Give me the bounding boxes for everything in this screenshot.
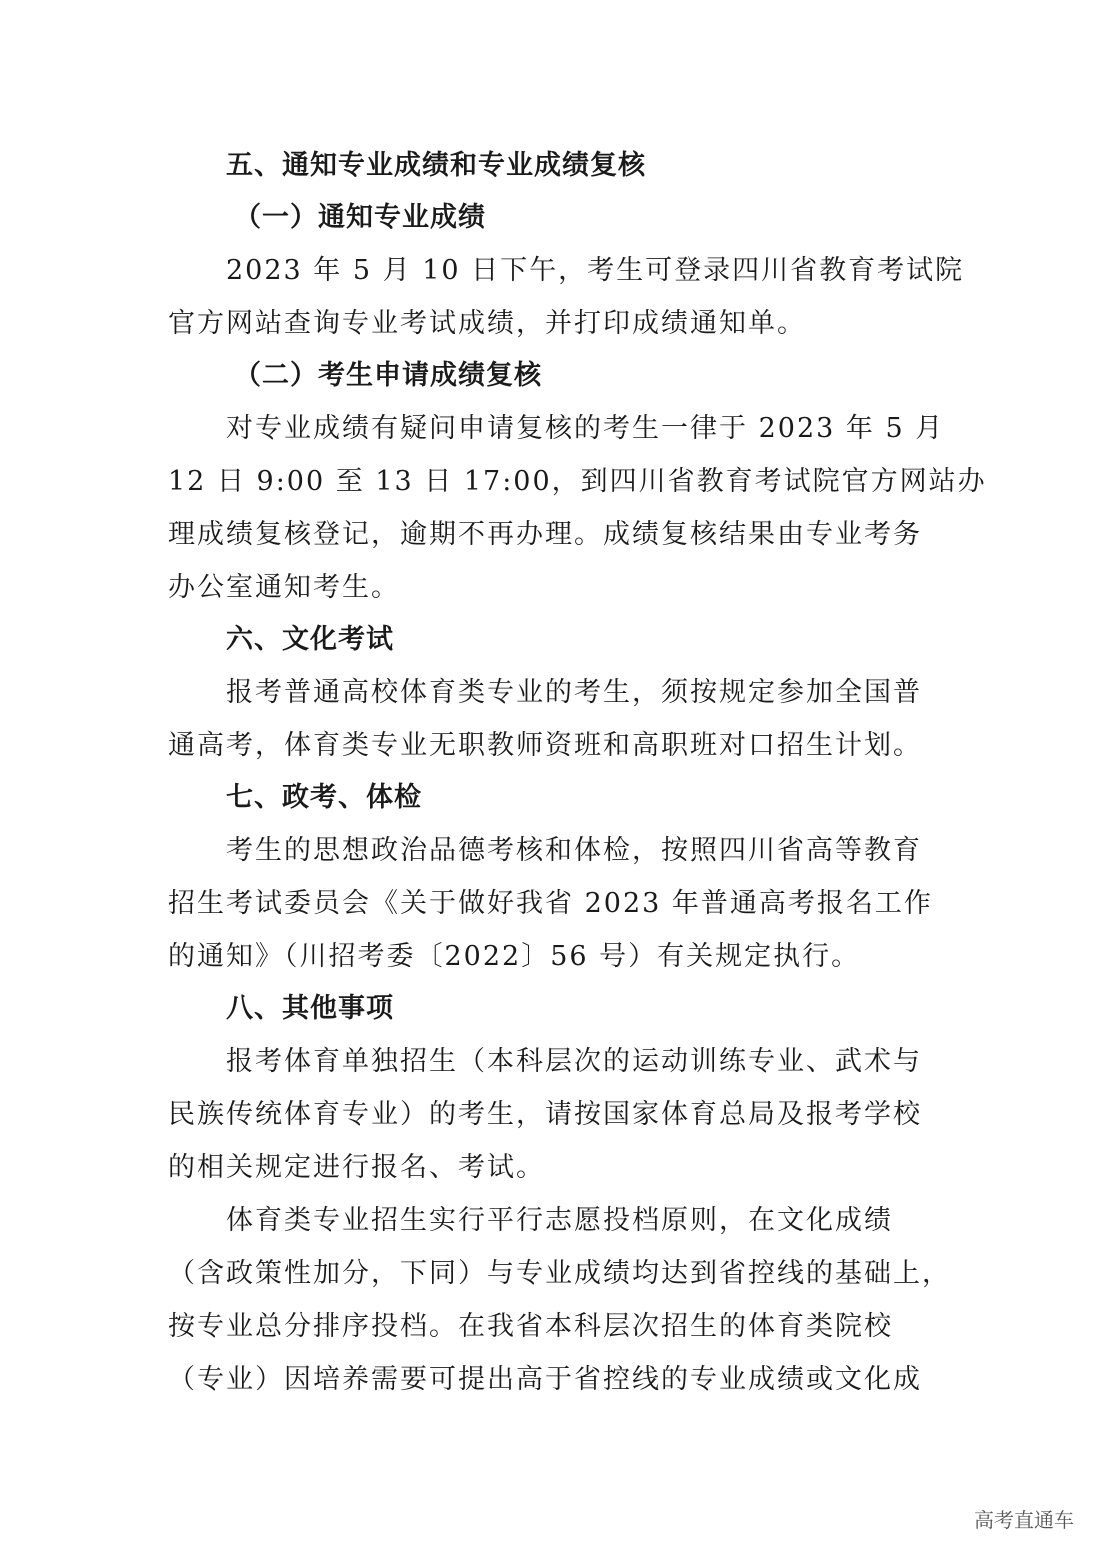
paragraph-line: 对专业成绩有疑问申请复核的考生一律于 2023 年 5 月 [226, 413, 945, 444]
paragraph-line: 12 日 9:00 至 13 日 17:00，到四川省教育考试院官方网站办 [168, 466, 987, 497]
section-8-paragraph-2 [168, 1194, 951, 1406]
section-5-1-paragraph [168, 244, 965, 350]
section-7-heading: 七、政考、体检 [226, 782, 422, 813]
section-6-heading: 六、文化考试 [226, 624, 394, 655]
paragraph-line: 招生考试委员会《关于做好我省 2023 年普通高考报名工作 [168, 888, 933, 919]
paragraph-line: 2023 年 5 月 10 日下午，考生可登录四川省教育考试院 [226, 255, 965, 286]
watermark-text: 高考直通车 [974, 1508, 1074, 1532]
section-8-heading: 八、其他事项 [226, 993, 394, 1024]
section-5-2-heading: （二）考生申请成绩复核 [234, 360, 542, 391]
paragraph-line: 体育类专业招生实行平行志愿投档原则，在文化成绩 [226, 1205, 893, 1236]
paragraph-line: （专业）因培养需要可提出高于省控线的专业成绩或文化成 [168, 1364, 922, 1395]
section-5-2-paragraph [168, 402, 987, 614]
section-5-heading: 五、通知专业成绩和专业成绩复核 [226, 150, 646, 181]
paragraph-line: 民族传统体育专业）的考生，请按国家体育总局及报考学校 [168, 1099, 922, 1130]
paragraph-line: 官方网站查询专业考试成绩，并打印成绩通知单。 [168, 308, 806, 339]
paragraph-line: 的通知》（川招考委〔2022〕56 号）有关规定执行。 [168, 941, 861, 972]
paragraph-line: 考生的思想政治品德考核和体检，按照四川省高等教育 [226, 835, 922, 866]
document-body [168, 140, 987, 1406]
paragraph-line: （含政策性加分，下同）与专业成绩均达到省控线的基础上， [168, 1258, 951, 1289]
paragraph-line: 理成绩复核登记，逾期不再办理。成绩复核结果由专业考务 [168, 519, 922, 550]
paragraph-line: 报考普通高校体育类专业的考生，须按规定参加全国普 [226, 677, 922, 708]
section-7-paragraph [168, 824, 934, 983]
paragraph-line: 的相关规定进行报名、考试。 [168, 1152, 545, 1183]
paragraph-line: 按专业总分排序投档。在我省本科层次招生的体育类院校 [168, 1311, 893, 1342]
section-5-1-heading: （一）通知专业成绩 [234, 202, 486, 233]
paragraph-line: 通高考，体育类专业无职教师资班和高职班对口招生计划。 [168, 730, 922, 761]
paragraph-line: 办公室通知考生。 [168, 572, 400, 603]
paragraph-line: 报考体育单独招生（本科层次的运动训练专业、武术与 [226, 1046, 922, 1077]
section-8-paragraph-1 [168, 1035, 934, 1194]
section-6-paragraph [168, 666, 934, 772]
